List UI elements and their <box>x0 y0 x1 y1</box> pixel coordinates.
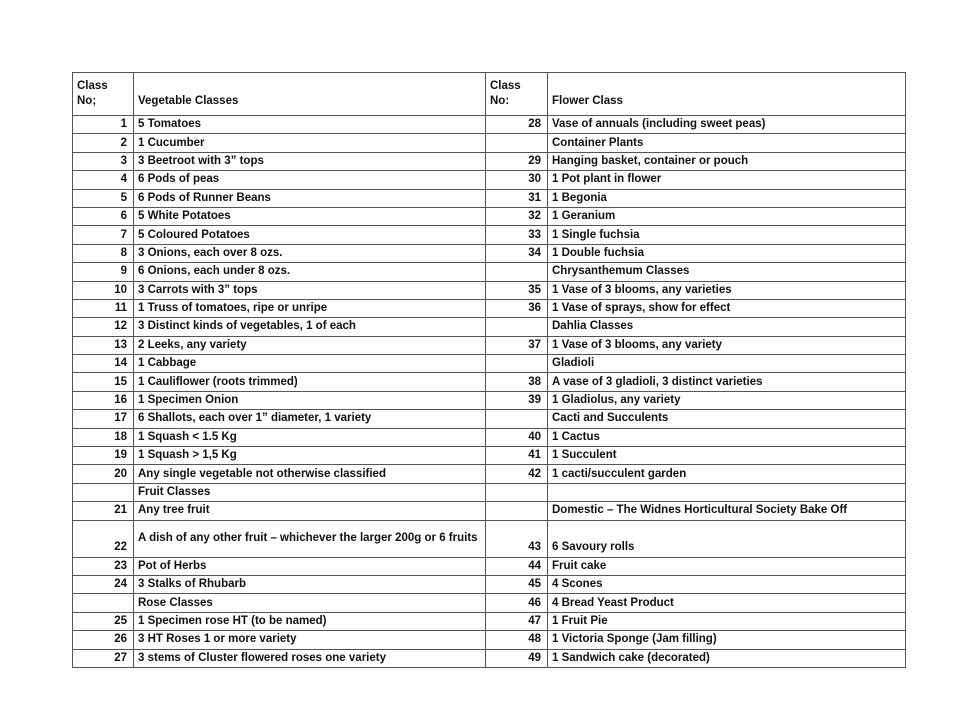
vegetable-class-name: A dish of any other fruit – whichever the larger 200g or 6 fruits <box>134 520 486 557</box>
vegetable-class-number <box>73 594 134 612</box>
vegetable-class-number: 1 <box>73 116 134 134</box>
flower-class-name: Gladioli <box>548 355 906 373</box>
table-row <box>73 207 906 225</box>
flower-class-number: 37 <box>486 336 548 354</box>
vegetable-class-number: 9 <box>73 263 134 281</box>
flower-class-number: 46 <box>486 594 548 612</box>
flower-class-name: 4 Bread Yeast Product <box>548 594 906 612</box>
flower-class-name: Fruit cake <box>548 557 906 575</box>
vegetable-class-number: 2 <box>73 134 134 152</box>
table-row <box>73 171 906 189</box>
flower-class-number: 40 <box>486 428 548 446</box>
flower-class-name: 1 Vase of 3 blooms, any variety <box>548 336 906 354</box>
vegetable-class-number: 10 <box>73 281 134 299</box>
vegetable-class-name: 1 Squash > 1,5 Kg <box>134 447 486 465</box>
table-row <box>73 447 906 465</box>
vegetable-class-number: 18 <box>73 428 134 446</box>
table-row <box>73 355 906 373</box>
table-row <box>73 336 906 354</box>
vegetable-class-name: 6 Pods of Runner Beans <box>134 189 486 207</box>
flower-class-name: 1 cacti/succulent garden <box>548 465 906 483</box>
table-row <box>73 594 906 612</box>
flower-class-number: 36 <box>486 299 548 317</box>
flower-class-name: 6 Savoury rolls <box>548 520 906 557</box>
flower-class-number: 48 <box>486 631 548 649</box>
flower-class-name: Chrysanthemum Classes <box>548 263 906 281</box>
flower-class-number: 35 <box>486 281 548 299</box>
flower-class-number: 42 <box>486 465 548 483</box>
vegetable-class-number <box>73 483 134 501</box>
header-row <box>73 73 906 116</box>
vegetable-class-number: 27 <box>73 649 134 667</box>
vegetable-class-number: 14 <box>73 355 134 373</box>
vegetable-class-number: 16 <box>73 391 134 409</box>
table-row <box>73 116 906 134</box>
vegetable-class-number: 5 <box>73 189 134 207</box>
vegetable-class-name: 3 Carrots with 3” tops <box>134 281 486 299</box>
vegetable-class-number: 7 <box>73 226 134 244</box>
vegetable-class-number: 20 <box>73 465 134 483</box>
flower-class-number: 47 <box>486 612 548 630</box>
flower-class-name: 1 Succulent <box>548 447 906 465</box>
flower-class-name: 4 Scones <box>548 575 906 593</box>
vegetable-class-name: 1 Specimen rose HT (to be named) <box>134 612 486 630</box>
table-row <box>73 263 906 281</box>
flower-class-number: 44 <box>486 557 548 575</box>
header-flower-class: Flower Class <box>548 73 906 116</box>
vegetable-class-name: 3 Stalks of Rhubarb <box>134 575 486 593</box>
vegetable-class-name: 1 Truss of tomatoes, ripe or unripe <box>134 299 486 317</box>
flower-class-number: 38 <box>486 373 548 391</box>
table-row <box>73 612 906 630</box>
vegetable-class-name: 3 HT Roses 1 or more variety <box>134 631 486 649</box>
table-row <box>73 281 906 299</box>
vegetable-class-number: 19 <box>73 447 134 465</box>
table-row <box>73 502 906 520</box>
flower-class-number: 30 <box>486 171 548 189</box>
flower-class-name: Container Plants <box>548 134 906 152</box>
vegetable-class-name: 1 Squash < 1.5 Kg <box>134 428 486 446</box>
flower-class-name: Dahlia Classes <box>548 318 906 336</box>
show-classes-table <box>72 72 906 668</box>
table-row <box>73 649 906 667</box>
vegetable-class-name: 3 Distinct kinds of vegetables, 1 of each <box>134 318 486 336</box>
flower-class-name: 1 Vase of 3 blooms, any varieties <box>548 281 906 299</box>
flower-class-number <box>486 134 548 152</box>
table-body <box>73 116 906 668</box>
table-row <box>73 557 906 575</box>
vegetable-class-name: 5 White Potatoes <box>134 207 486 225</box>
table-row <box>73 373 906 391</box>
vegetable-class-number: 26 <box>73 631 134 649</box>
vegetable-class-number: 15 <box>73 373 134 391</box>
flower-class-name: 1 Geranium <box>548 207 906 225</box>
table-row <box>73 318 906 336</box>
vegetable-class-name: Rose Classes <box>134 594 486 612</box>
vegetable-class-name: 1 Cabbage <box>134 355 486 373</box>
vegetable-class-number: 8 <box>73 244 134 262</box>
vegetable-class-name: Fruit Classes <box>134 483 486 501</box>
flower-class-name: 1 Vase of sprays, show for effect <box>548 299 906 317</box>
flower-class-number: 31 <box>486 189 548 207</box>
vegetable-class-name: 2 Leeks, any variety <box>134 336 486 354</box>
vegetable-class-name: 5 Tomatoes <box>134 116 486 134</box>
vegetable-class-number: 24 <box>73 575 134 593</box>
flower-class-number: 45 <box>486 575 548 593</box>
table-row <box>73 299 906 317</box>
table-row <box>73 391 906 409</box>
vegetable-class-number: 25 <box>73 612 134 630</box>
flower-class-number: 49 <box>486 649 548 667</box>
flower-class-number: 32 <box>486 207 548 225</box>
flower-class-name: Cacti and Succulents <box>548 410 906 428</box>
flower-class-name: 1 Sandwich cake (decorated) <box>548 649 906 667</box>
vegetable-class-name: 1 Specimen Onion <box>134 391 486 409</box>
table-row <box>73 152 906 170</box>
flower-class-name: 1 Begonia <box>548 189 906 207</box>
flower-class-number: 29 <box>486 152 548 170</box>
flower-class-name: Vase of annuals (including sweet peas) <box>548 116 906 134</box>
vegetable-class-number: 4 <box>73 171 134 189</box>
vegetable-class-name: Any tree fruit <box>134 502 486 520</box>
vegetable-class-name: 5 Coloured Potatoes <box>134 226 486 244</box>
flower-class-name: A vase of 3 gladioli, 3 distinct varieties <box>548 373 906 391</box>
flower-class-name: 1 Single fuchsia <box>548 226 906 244</box>
header-vegetable-classes: Vegetable Classes <box>134 73 486 116</box>
vegetable-class-name: 6 Pods of peas <box>134 171 486 189</box>
vegetable-class-number: 13 <box>73 336 134 354</box>
flower-class-number: 41 <box>486 447 548 465</box>
header-class-no-vegetable: Class No; <box>73 73 134 116</box>
vegetable-class-name: 3 Onions, each over 8 ozs. <box>134 244 486 262</box>
flower-class-number: 28 <box>486 116 548 134</box>
table-row <box>73 428 906 446</box>
flower-class-name: Hanging basket, container or pouch <box>548 152 906 170</box>
vegetable-class-name: Any single vegetable not otherwise classified <box>134 465 486 483</box>
flower-class-number <box>486 355 548 373</box>
vegetable-class-name: Pot of Herbs <box>134 557 486 575</box>
vegetable-class-number: 21 <box>73 502 134 520</box>
vegetable-class-name: 1 Cucumber <box>134 134 486 152</box>
vegetable-class-name: 3 stems of Cluster flowered roses one variety <box>134 649 486 667</box>
flower-class-name <box>548 483 906 501</box>
vegetable-class-number: 17 <box>73 410 134 428</box>
flower-class-name: 1 Fruit Pie <box>548 612 906 630</box>
vegetable-class-number: 22 <box>73 520 134 557</box>
vegetable-class-number: 3 <box>73 152 134 170</box>
table-row <box>73 575 906 593</box>
flower-class-number: 43 <box>486 520 548 557</box>
table-row <box>73 189 906 207</box>
vegetable-class-number: 23 <box>73 557 134 575</box>
flower-class-name: 1 Cactus <box>548 428 906 446</box>
flower-class-number <box>486 502 548 520</box>
header-class-no-flower: Class No: <box>486 73 548 116</box>
flower-class-name: 1 Victoria Sponge (Jam filling) <box>548 631 906 649</box>
table-row <box>73 483 906 501</box>
flower-class-number <box>486 483 548 501</box>
table-row <box>73 520 906 557</box>
table-row <box>73 244 906 262</box>
flower-class-name: 1 Gladiolus, any variety <box>548 391 906 409</box>
flower-class-number <box>486 410 548 428</box>
vegetable-class-name: 1 Cauliflower (roots trimmed) <box>134 373 486 391</box>
table-row <box>73 134 906 152</box>
flower-class-number: 34 <box>486 244 548 262</box>
flower-class-name: Domestic – The Widnes Horticultural Society Bake Off <box>548 502 906 520</box>
vegetable-class-name: 6 Shallots, each over 1” diameter, 1 variety <box>134 410 486 428</box>
table-row <box>73 465 906 483</box>
vegetable-class-name: 3 Beetroot with 3” tops <box>134 152 486 170</box>
flower-class-number: 33 <box>486 226 548 244</box>
table-row <box>73 410 906 428</box>
flower-class-number: 39 <box>486 391 548 409</box>
table-row <box>73 226 906 244</box>
vegetable-class-name: 6 Onions, each under 8 ozs. <box>134 263 486 281</box>
vegetable-class-number: 6 <box>73 207 134 225</box>
flower-class-number <box>486 318 548 336</box>
flower-class-name: 1 Pot plant in flower <box>548 171 906 189</box>
vegetable-class-number: 12 <box>73 318 134 336</box>
flower-class-name: 1 Double fuchsia <box>548 244 906 262</box>
flower-class-number <box>486 263 548 281</box>
table-row <box>73 631 906 649</box>
vegetable-class-number: 11 <box>73 299 134 317</box>
